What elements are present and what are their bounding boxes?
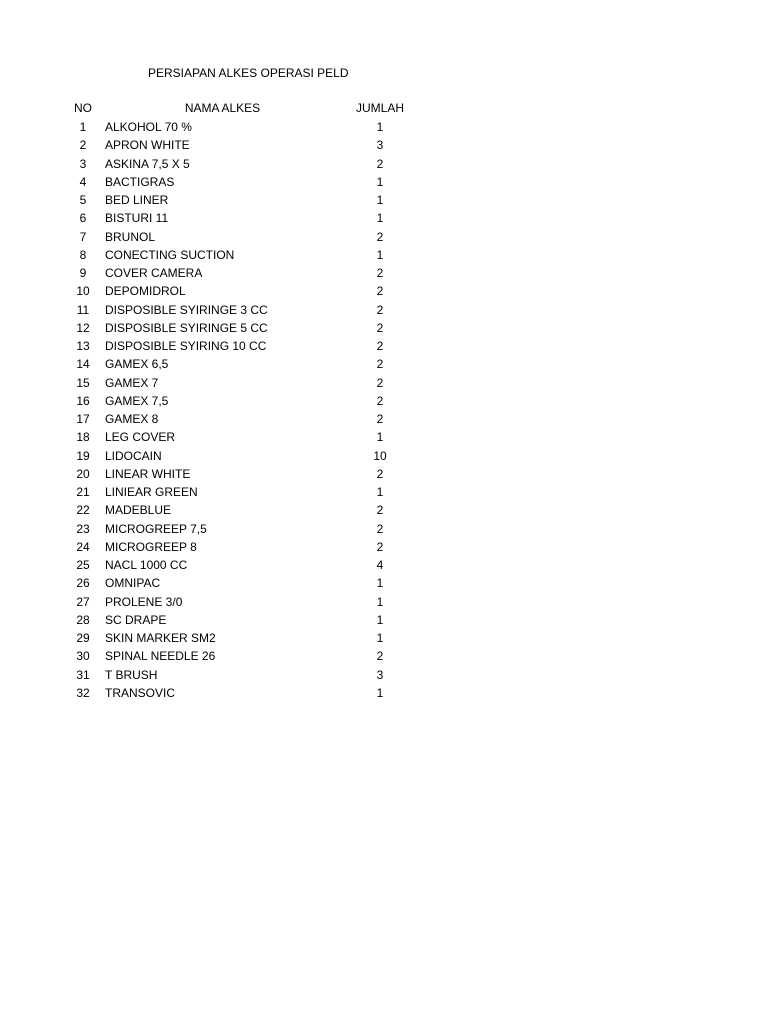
row-qty: 2 bbox=[376, 393, 384, 408]
row-no: 24 bbox=[76, 539, 90, 554]
row-qty: 1 bbox=[376, 211, 384, 226]
row-qty: 2 bbox=[376, 266, 384, 280]
table-row bbox=[0, 558, 768, 576]
row-name: SC DRAPE bbox=[105, 612, 167, 627]
row-qty: 2 bbox=[376, 412, 384, 426]
row-no: 27 bbox=[76, 594, 90, 609]
table-row bbox=[0, 120, 768, 138]
row-no: 20 bbox=[76, 466, 90, 481]
row-name: TRANSOVIC bbox=[105, 685, 176, 700]
row-name: GAMEX 7,5 bbox=[105, 393, 169, 408]
row-name: DISPOSIBLE SYIRING 10 CC bbox=[105, 339, 267, 353]
row-name: OMNIPAC bbox=[105, 576, 161, 591]
row-no: 13 bbox=[76, 339, 90, 353]
table-row bbox=[0, 175, 768, 193]
row-name: APRON WHITE bbox=[105, 138, 190, 153]
row-no: 2 bbox=[79, 138, 87, 153]
row-name: ALKOHOL 70 % bbox=[105, 120, 192, 134]
row-no: 29 bbox=[76, 631, 90, 645]
header-qty: JUMLAH bbox=[355, 101, 404, 115]
row-name: DISPOSIBLE SYIRINGE 5 CC bbox=[105, 320, 268, 335]
row-name: GAMEX 8 bbox=[105, 412, 159, 426]
table-row bbox=[0, 321, 768, 339]
row-no: 16 bbox=[76, 393, 90, 408]
header-no: NO bbox=[74, 101, 92, 115]
row-qty: 2 bbox=[376, 284, 384, 299]
table-row bbox=[0, 339, 768, 357]
table-row bbox=[0, 193, 768, 211]
table-row bbox=[0, 157, 768, 175]
row-no: 1 bbox=[79, 120, 87, 134]
row-qty: 10 bbox=[373, 448, 387, 463]
row-qty: 1 bbox=[376, 247, 384, 262]
row-name: BISTURI 11 bbox=[105, 211, 169, 226]
row-no: 22 bbox=[76, 503, 90, 518]
row-no: 21 bbox=[76, 485, 90, 499]
row-qty: 2 bbox=[376, 649, 384, 664]
table-row bbox=[0, 540, 768, 558]
table-row bbox=[0, 430, 768, 448]
row-name: T BRUSH bbox=[105, 667, 158, 682]
row-name: BRUNOL bbox=[105, 229, 156, 244]
row-name: COVER CAMERA bbox=[105, 266, 203, 280]
row-name: CONECTING SUCTION bbox=[105, 247, 235, 262]
row-qty: 3 bbox=[376, 138, 384, 153]
row-qty: 1 bbox=[376, 120, 384, 134]
row-qty: 1 bbox=[376, 193, 384, 207]
row-no: 15 bbox=[76, 375, 90, 390]
table-row bbox=[0, 230, 768, 248]
row-name: LINEAR WHITE bbox=[105, 466, 191, 481]
table-row bbox=[0, 266, 768, 284]
row-qty: 1 bbox=[376, 631, 384, 645]
table-row bbox=[0, 576, 768, 594]
table-row bbox=[0, 376, 768, 394]
row-qty: 2 bbox=[376, 521, 384, 536]
row-name: ASKINA 7,5 X 5 bbox=[105, 156, 190, 171]
table-row bbox=[0, 522, 768, 540]
table-row bbox=[0, 503, 768, 521]
row-name: LIDOCAIN bbox=[105, 448, 162, 463]
row-no: 19 bbox=[76, 448, 90, 463]
row-qty: 2 bbox=[376, 503, 384, 518]
row-no: 12 bbox=[76, 320, 90, 335]
row-name: DISPOSIBLE SYIRINGE 3 CC bbox=[105, 302, 268, 317]
document-title: PERSIAPAN ALKES OPERASI PELD bbox=[148, 66, 349, 80]
row-no: 11 bbox=[76, 302, 90, 317]
row-no: 4 bbox=[79, 174, 87, 189]
table-row bbox=[0, 595, 768, 613]
row-qty: 1 bbox=[376, 685, 384, 700]
table-row bbox=[0, 394, 768, 412]
row-qty: 2 bbox=[376, 466, 384, 481]
row-name: GAMEX 7 bbox=[105, 375, 159, 390]
table-row bbox=[0, 631, 768, 649]
row-no: 17 bbox=[76, 412, 90, 426]
row-qty: 3 bbox=[376, 667, 384, 682]
table-row bbox=[0, 686, 768, 704]
row-name: SKIN MARKER SM2 bbox=[105, 631, 216, 645]
row-qty: 4 bbox=[376, 558, 384, 572]
table-row bbox=[0, 649, 768, 667]
row-qty: 2 bbox=[376, 339, 384, 353]
row-name: LINIEAR GREEN bbox=[105, 485, 198, 499]
table-row bbox=[0, 467, 768, 485]
row-no: 3 bbox=[79, 156, 87, 171]
row-qty: 2 bbox=[376, 375, 384, 390]
row-name: PROLENE 3/0 bbox=[105, 594, 183, 609]
row-qty: 2 bbox=[376, 539, 384, 554]
table-row bbox=[0, 138, 768, 156]
row-qty: 1 bbox=[376, 576, 384, 591]
table-row bbox=[0, 668, 768, 686]
row-qty: 1 bbox=[376, 612, 384, 627]
row-no: 7 bbox=[79, 229, 87, 244]
row-no: 8 bbox=[79, 247, 87, 262]
table-row bbox=[0, 449, 768, 467]
row-no: 30 bbox=[76, 649, 90, 664]
table-row bbox=[0, 357, 768, 375]
row-no: 32 bbox=[76, 685, 90, 700]
row-qty: 2 bbox=[376, 357, 384, 372]
row-qty: 2 bbox=[376, 320, 384, 335]
row-name: DEPOMIDROL bbox=[105, 284, 186, 299]
row-qty: 1 bbox=[376, 174, 384, 189]
row-qty: 1 bbox=[376, 485, 384, 499]
row-no: 10 bbox=[76, 284, 90, 299]
row-qty: 1 bbox=[376, 430, 384, 445]
row-no: 31 bbox=[76, 667, 90, 682]
table-row bbox=[0, 248, 768, 266]
row-no: 18 bbox=[76, 430, 90, 445]
row-name: BED LINER bbox=[105, 193, 169, 207]
row-no: 26 bbox=[76, 576, 90, 591]
row-name: MICROGREEP 8 bbox=[105, 539, 197, 554]
row-name: MICROGREEP 7,5 bbox=[105, 521, 207, 536]
row-no: 5 bbox=[79, 193, 87, 207]
row-name: GAMEX 6,5 bbox=[105, 357, 169, 372]
table-row bbox=[0, 303, 768, 321]
row-no: 9 bbox=[79, 266, 87, 280]
row-name: LEG COVER bbox=[105, 430, 176, 445]
table-row bbox=[0, 613, 768, 631]
header-name: NAMA ALKES bbox=[184, 101, 261, 115]
table-row bbox=[0, 485, 768, 503]
table-row bbox=[0, 211, 768, 229]
row-qty: 2 bbox=[376, 229, 384, 244]
row-name: BACTIGRAS bbox=[105, 174, 175, 189]
row-no: 6 bbox=[79, 211, 87, 226]
row-no: 23 bbox=[76, 521, 90, 536]
row-qty: 2 bbox=[376, 302, 384, 317]
row-name: SPINAL NEEDLE 26 bbox=[105, 649, 216, 664]
row-name: NACL 1000 CC bbox=[105, 558, 188, 572]
row-qty: 2 bbox=[376, 156, 384, 171]
table-row bbox=[0, 284, 768, 302]
row-qty: 1 bbox=[376, 594, 384, 609]
row-no: 25 bbox=[76, 558, 90, 572]
row-name: MADEBLUE bbox=[105, 503, 172, 518]
table-row bbox=[0, 412, 768, 430]
row-no: 28 bbox=[76, 612, 90, 627]
row-no: 14 bbox=[76, 357, 90, 372]
